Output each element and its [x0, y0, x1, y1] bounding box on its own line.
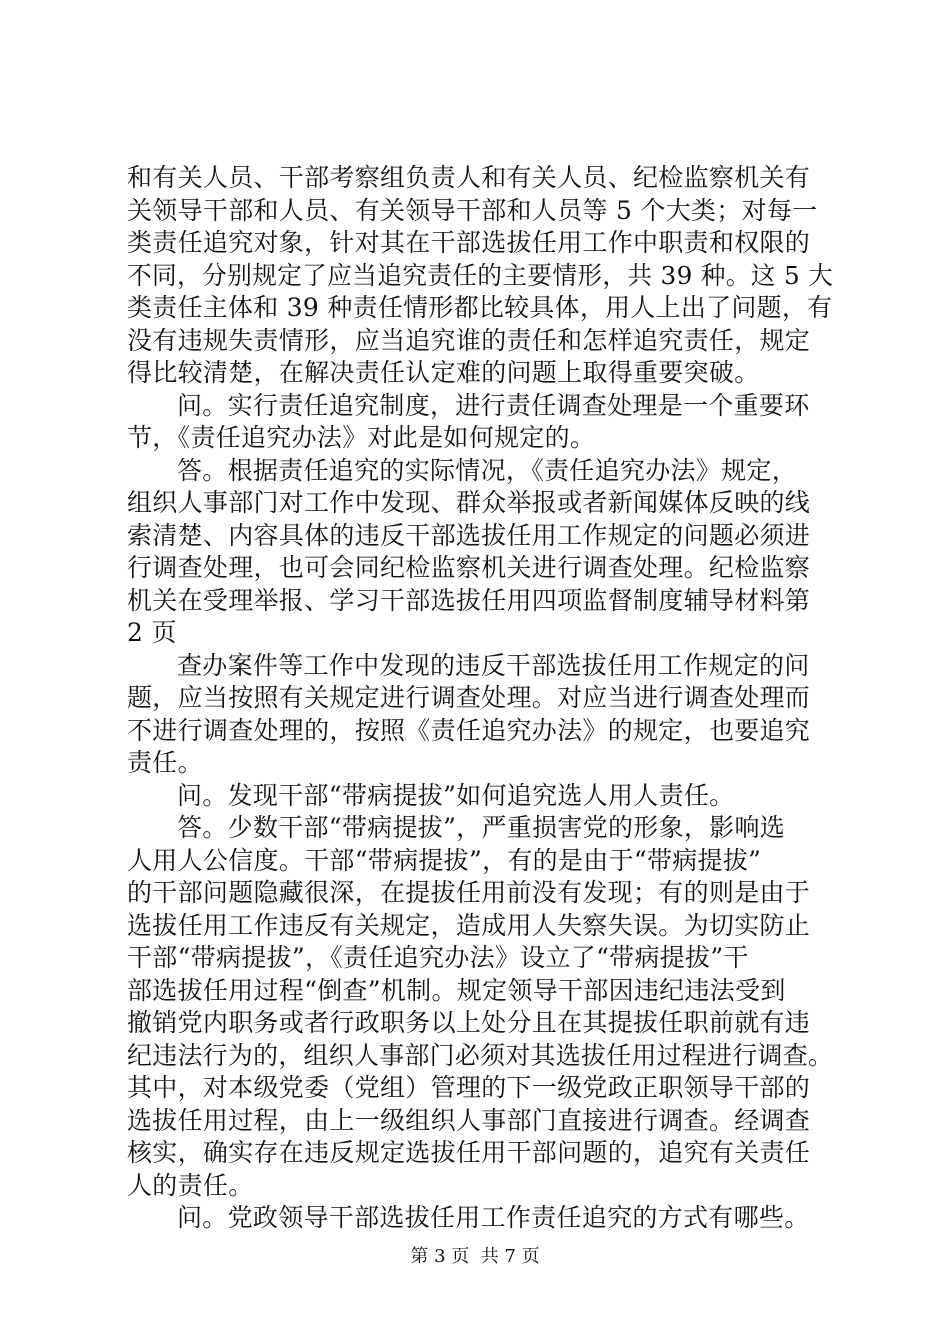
text-line: 选拔任用过程，由上一级组织人事部门直接进行调查。经调查 [127, 1105, 811, 1135]
text-line: 得比较清楚，在解决责任认定难的问题上取得重要突破。 [127, 358, 760, 387]
text-line: 2 页 [127, 618, 177, 647]
text-line: 问。发现干部“带病提拔”如何追究选人用人责任。 [177, 780, 735, 810]
text-line: 行调查处理，也可会同纪检监察机关进行调查处理。纪检监察 [127, 553, 811, 582]
text-line: 选拔任用工作违反有关规定，造成用人失察失误。为切实防止 [127, 910, 811, 940]
text-line: 机关在受理举报、学习干部选拔任用四项监督制度辅导材料第 [127, 585, 811, 615]
text-line: 组织人事部门对工作中发现、群众举报或者新闻媒体反映的线 [127, 488, 811, 517]
text-line: 不同，分别规定了应当追究责任的主要情形，共 39 种。这 5 大 [127, 260, 834, 290]
text-line: 纪违法行为的，组织人事部门必须对其选拔任用过程进行调查。 [127, 1040, 834, 1070]
text-line: 撤销党内职务或者行政职务以上处分且在其提拔任职前就有违 [127, 1008, 811, 1037]
text-line: 其中，对本级党委（党组）管理的下一级党政正职领导干部的 [127, 1073, 811, 1102]
text-line: 节，《责任追究办法》对此是如何规定的。 [127, 423, 596, 452]
document-body [127, 162, 833, 1235]
text-line: 类责任追究对象，针对其在干部选拔任用工作中职责和权限的 [127, 228, 811, 257]
text-line: 责任。 [127, 748, 203, 777]
text-line: 索清楚、内容具体的违反干部选拔任用工作规定的问题必须进 [127, 520, 811, 550]
text-line: 问。实行责任追究制度，进行责任调查处理是一个重要环 [177, 390, 810, 420]
text-line: 的干部问题隐藏很深，在提拔任用前没有发现；有的则是由于 [127, 878, 811, 907]
text-line: 题，应当按照有关规定进行调查处理。对应当进行调查处理而 [127, 683, 811, 712]
text-line: 人的责任。 [127, 1170, 254, 1200]
page-number-label: 第 3 页 共 7 页 [410, 1246, 540, 1267]
text-line: 查办案件等工作中发现的违反干部选拔任用工作规定的问 [177, 650, 810, 680]
text-line: 问。党政领导干部选拔任用工作责任追究的方式有哪些。 [177, 1203, 810, 1232]
text-line: 部选拔任用过程“倒查”机制。规定领导干部因违纪违法受到 [127, 975, 786, 1005]
text-line: 答。少数干部“带病提拔”，严重损害党的形象，影响选 [177, 813, 786, 842]
text-line: 不进行调查处理的，按照《责任追究办法》的规定，也要追究 [127, 715, 811, 745]
text-line: 答。根据责任追究的实际情况，《责任追究办法》规定， [177, 455, 798, 485]
text-line: 类责任主体和 39 种责任情形都比较具体，用人上出了问题，有 [127, 293, 833, 322]
text-line: 和有关人员、干部考察组负责人和有关人员、纪检监察机关有 [127, 163, 811, 192]
text-line: 关领导干部和人员、有关领导干部和人员等 5 个大类；对每一 [127, 195, 818, 225]
text-line: 干部“带病提拔”，《责任追究办法》设立了“带病提拔”干 [127, 943, 749, 972]
text-line: 人用人公信度。干部“带病提拔”，有的是由于“带病提拔” [127, 845, 762, 875]
page-footer [0, 1245, 950, 1269]
text-line: 没有违规失责情形，应当追究谁的责任和怎样追究责任，规定 [127, 325, 811, 355]
text-line: 核实，确实存在违反规定选拔任用干部问题的，追究有关责任 [127, 1138, 811, 1167]
